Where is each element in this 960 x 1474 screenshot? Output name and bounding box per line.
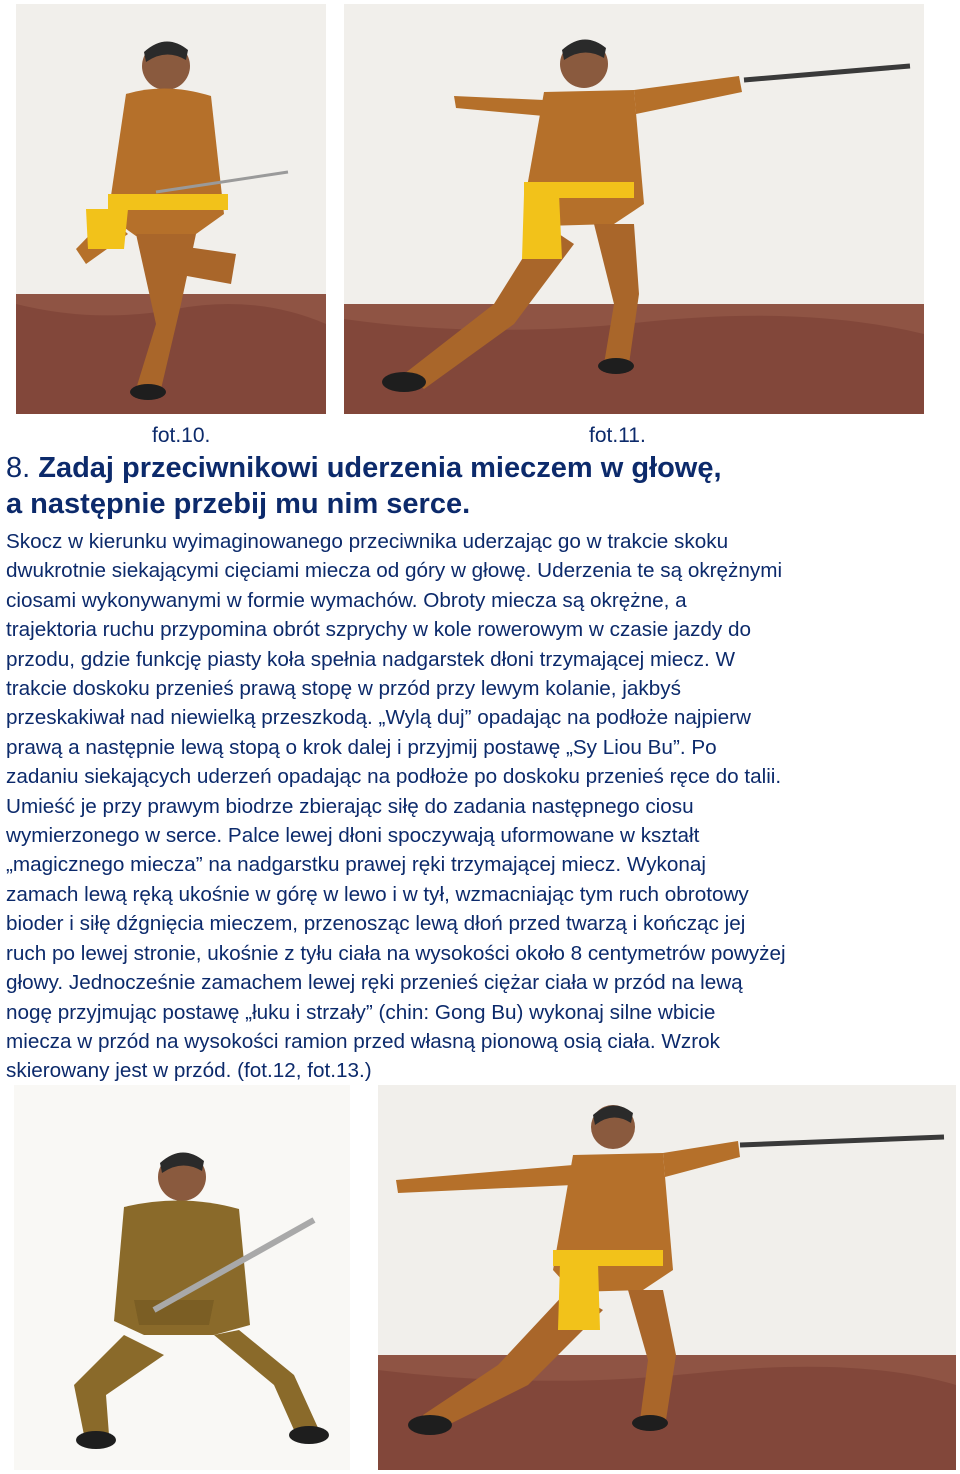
body-line: wymierzonego w serce. Palce lewej dłoni spoczywają uformowane w kształt: [6, 824, 700, 848]
section-title-line-1: Zadaj przeciwnikowi uderzenia mieczem w głowę,: [38, 452, 722, 484]
body-line: „magicznego miecza” na nadgarstku prawej ręki trzymającej miecz. Wykonaj: [6, 853, 707, 877]
body-line: trajektoria ruchu przypomina obrót szprychy w kole rowerowym w czasie jazdy do: [6, 618, 752, 642]
section-heading: [6, 450, 956, 522]
body-line: bioder i siłę dźgnięcia mieczem, przenosząc lewą dłoń przed twarzą i kończąc jej: [6, 912, 746, 936]
body-line: przodu, gdzie funkcję piasty koła spełnia nadgarstek dłoni trzymającej miecz. W: [6, 647, 736, 671]
section-title-line-2: a następnie przebij mu nim serce.: [6, 488, 471, 520]
body-line: przeskakiwał nad niewielką przeszkodą. „Wylą duj” opadając na podłoże najpierw: [6, 706, 751, 730]
body-line: głowy. Jednocześnie zamachem lewej ręki przenieś ciężar ciała w przód na lewą: [6, 971, 743, 995]
body-line: trakcie doskoku przenieś prawą stopę w przód przy lewym kolanie, jakbyś: [6, 677, 681, 701]
body-line: dwukrotnie siekającymi cięciami miecza od góry w głowę. Uderzenia te są okrężnymi: [6, 559, 783, 583]
body-line: ciosami wykonywanymi w formie wymachów. Obroty miecza są okrężne, a: [6, 588, 687, 612]
caption-fot-10: fot.10.: [152, 424, 211, 447]
photo-fot-13: [378, 1085, 956, 1470]
body-line: skierowany jest w przód. (fot.12, fot.13.): [6, 1059, 372, 1083]
section-number: 8.: [6, 452, 31, 484]
instruction-paragraph: [6, 527, 958, 1086]
body-line: nogę przyjmując postawę „łuku i strzały” (chin: Gong Bu) wykonaj silne wbicie: [6, 1000, 716, 1024]
body-line: Skocz w kierunku wyimaginowanego przeciwnika uderzając go w trakcie skoku: [6, 530, 729, 553]
body-line: zadaniu siekających uderzeń opadając na podłoże po doskoku przenieś ręce do talii.: [6, 765, 782, 789]
photo-fot-11: [344, 4, 924, 414]
caption-fot-11: fot.11.: [589, 424, 646, 447]
body-line: Umieść je przy prawym biodrze zbierając siłę do zadania następnego ciosu: [6, 794, 694, 818]
body-line: prawą a następnie lewą stopą o krok dalej i przyjmij postawę „Sy Liou Bu”. Po: [6, 735, 717, 759]
body-line: ruch po lewej stronie, ukośnie z tyłu ciała na wysokości około 8 centymetrów powyżej: [6, 941, 786, 965]
body-line: zamach lewą ręką ukośnie w górę w lewo i w tył, wzmacniając tym ruch obrotowy: [6, 882, 749, 906]
body-line: miecza w przód na wysokości ramion przed własną pionową osią ciała. Wzrok: [6, 1029, 721, 1053]
photo-fot-10: [16, 4, 326, 414]
photo-fot-12: [14, 1085, 350, 1470]
